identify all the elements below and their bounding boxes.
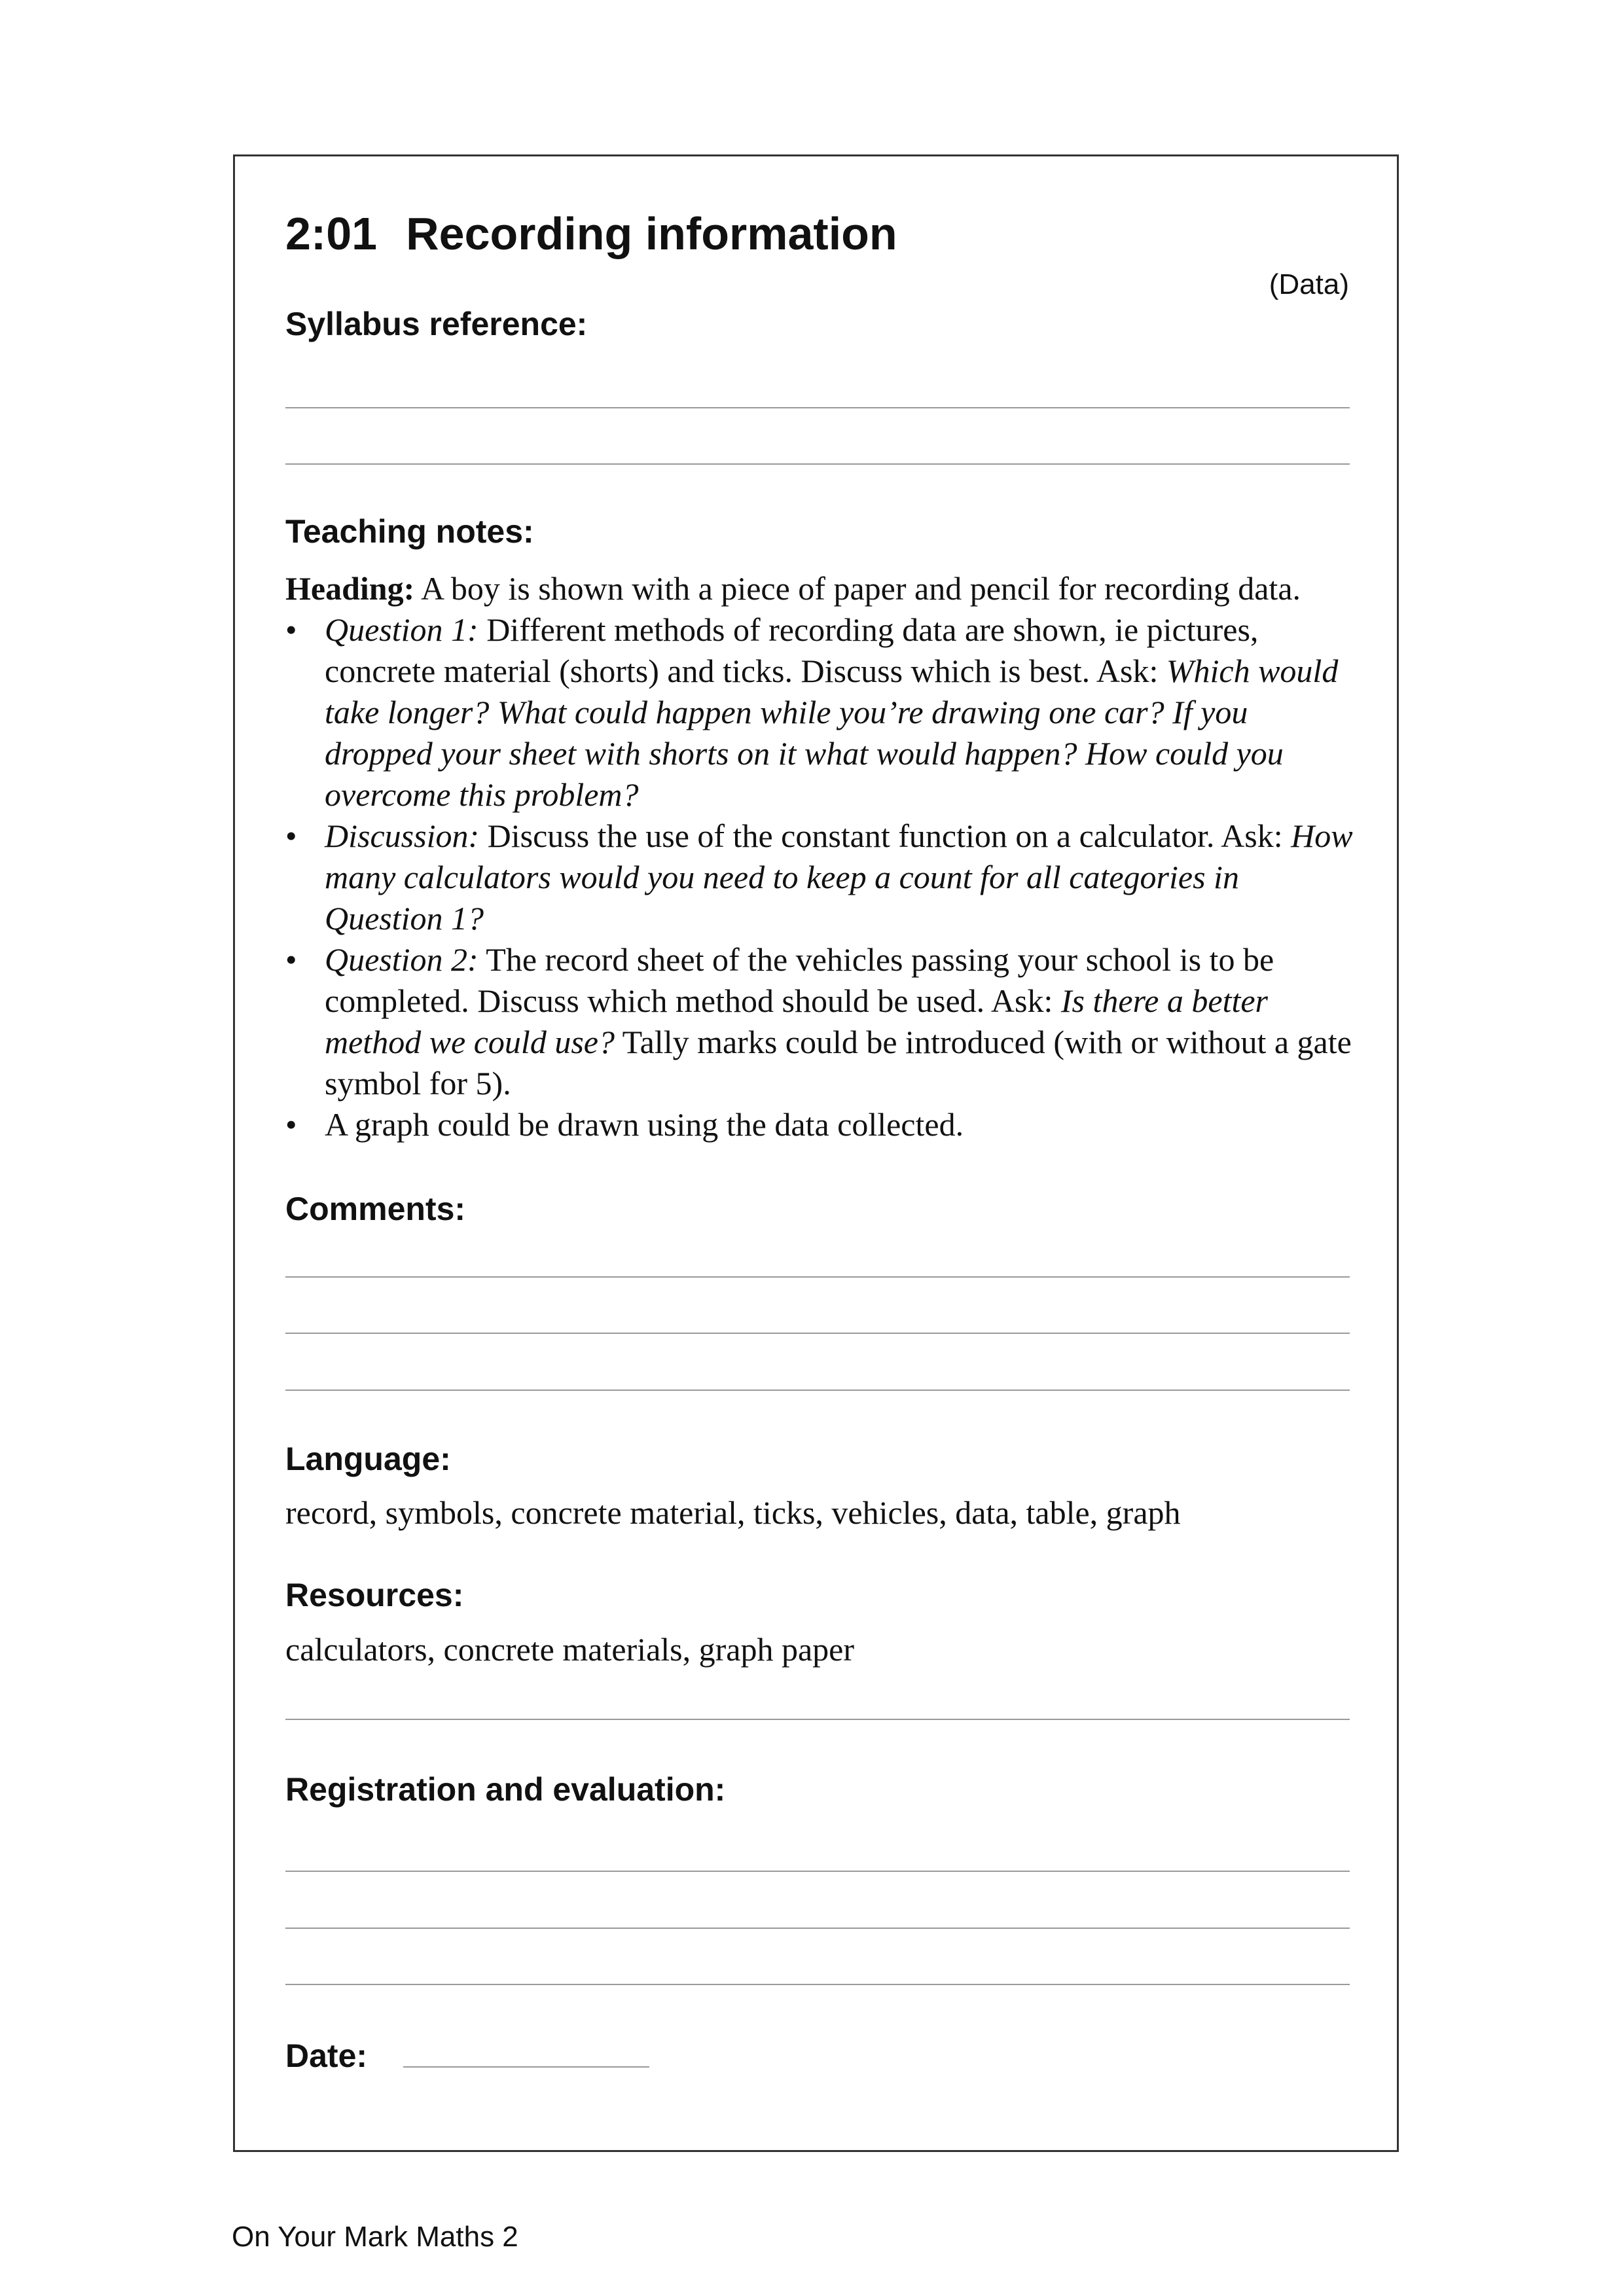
notes-list — [285, 609, 1359, 1145]
bullet-icon: • — [285, 941, 297, 978]
discussion-label: Discussion: — [325, 817, 480, 854]
resources-text: calculators, concrete materials, graph paper — [285, 1631, 854, 1668]
language-heading: Language: — [285, 1441, 451, 1477]
question-2-prompt: Is there a better method we could use? — [325, 982, 1269, 1060]
comments-heading: Comments: — [285, 1191, 466, 1227]
registration-heading: Registration and evaluation: — [285, 1771, 726, 1808]
lesson-title: Recording information — [406, 208, 897, 259]
page-title — [285, 208, 897, 259]
strand-label: (Data) — [1269, 268, 1349, 300]
resources-heading: Resources: — [285, 1577, 464, 1613]
date-field[interactable] — [403, 2066, 649, 2068]
comments-line-1[interactable] — [285, 1276, 1350, 1278]
graph-note: A graph could be drawn using the data collected. — [325, 1106, 964, 1143]
heading-note-label: Heading: — [285, 570, 415, 607]
registration-line-3[interactable] — [285, 1984, 1350, 1985]
date-label: Date: — [285, 2037, 368, 2074]
question-1-prompts: Which would take longer? What could happen while you’re drawing one car? If you dropped your sheet with shorts on it what would happen? How could you overcome this problem? — [325, 653, 1339, 813]
question-2-text: The record sheet of the vehicles passing your school is to be completed. Discuss which method should be used. Ask: — [325, 941, 1274, 1019]
syllabus-line-1[interactable] — [285, 407, 1350, 408]
list-item — [285, 939, 1359, 1104]
bullet-icon: • — [285, 611, 297, 648]
comments-line-3[interactable] — [285, 1390, 1350, 1391]
discussion-text: Discuss the use of the constant function on a calculator. Ask: — [479, 817, 1291, 854]
list-item — [285, 609, 1359, 816]
teaching-notes-heading: Teaching notes: — [285, 513, 534, 550]
question-2-text-end: Tally marks could be introduced (with or without a gate symbol for 5). — [325, 1024, 1352, 1102]
bullet-icon: • — [285, 1106, 297, 1143]
list-item — [285, 1104, 1359, 1145]
syllabus-line-2[interactable] — [285, 463, 1350, 465]
resources-line[interactable] — [285, 1719, 1350, 1720]
bullet-icon: • — [285, 817, 297, 854]
footer-text: On Your Mark Maths 2 — [232, 2221, 518, 2253]
language-text: record, symbols, concrete material, ticks, vehicles, data, table, graph — [285, 1494, 1181, 1531]
comments-line-2[interactable] — [285, 1333, 1350, 1334]
teaching-notes — [285, 568, 1359, 1145]
page-frame — [233, 154, 1399, 2152]
question-1-text: Different methods of recording data are shown, ie pictures, concrete material (shorts) and ticks. Discuss which is best. Ask: — [325, 611, 1259, 689]
question-1-label: Question 1: — [325, 611, 478, 648]
discussion-prompt: How many calculators would you need to keep a count for all categories in Question 1? — [325, 817, 1353, 937]
syllabus-heading: Syllabus reference: — [285, 306, 588, 342]
lesson-number: 2:01 — [285, 208, 378, 259]
list-item — [285, 816, 1359, 939]
question-2-label: Question 2: — [325, 941, 478, 978]
heading-note-text: A boy is shown with a piece of paper and pencil for recording data. — [414, 570, 1301, 607]
registration-line-1[interactable] — [285, 1871, 1350, 1872]
registration-line-2[interactable] — [285, 1928, 1350, 1929]
heading-note — [285, 568, 1359, 609]
